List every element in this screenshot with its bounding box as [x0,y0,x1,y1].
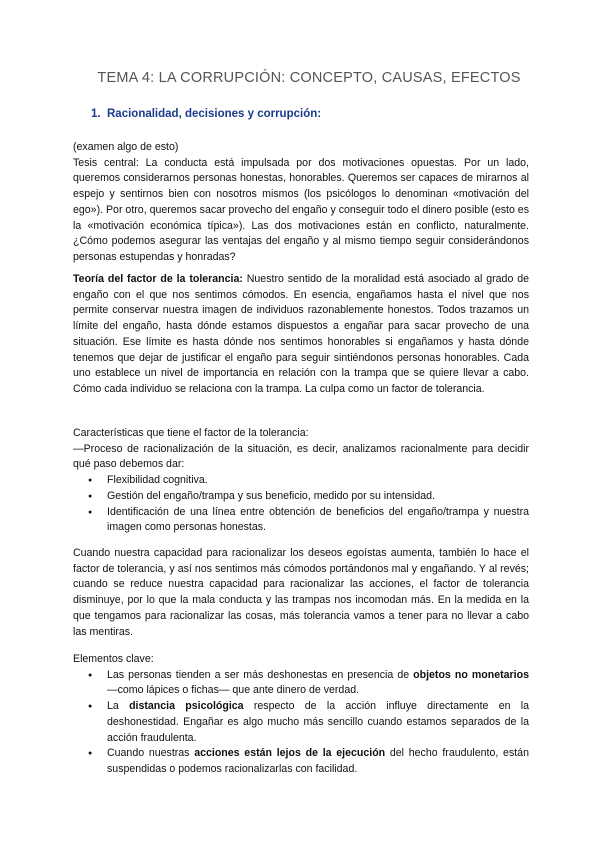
characteristics-heading: Características que tiene el factor de la tolerancia: [73,427,309,439]
item-text: Las personas tienden a ser más deshonestas en presencia de [107,668,414,681]
capacity-paragraph: Cuando nuestra capacidad para racionalizar los deseos egoístas aumenta, también lo hace el factor de tolerancia, y así nos sentimos más cómodos portándonos mal y engañando. Y al revés; cuando se reduce nuestra capacidad para racionalizar las acciones, el factor de tolerancia disminuye, por lo que la mala conducta y las trampas nos incomodan más. En la medida en la que tengamos para racionalizar las cosas, más tolerancia vamos a tener para no llevar a cabo las mentiras. [73,547,529,638]
key-elements-list [73,668,529,778]
thesis-paragraph: Tesis central: La conducta está impulsada por dos motivaciones opuestas. Por un lado, queremos considerarnos personas honestas, honorables. Queremos ser capaces de mirarnos al espejo y sentirnos bien con nosotros mismos (los psicólogos lo denominan «motivación del ego»). Por otro, queremos sacar provecho del engaño y conseguir todo el dinero posible (esto es la «motivación económica típica»). Las dos motivaciones están en conflicto, naturalmente. ¿Cómo podemos asegurar las ventajas del engaño y al mismo tiempo seguir considerándonos personas estupendas y honradas? [73,156,529,263]
list-item [73,699,529,746]
document-title: TEMA 4: LA CORRUPCIÓN: CONCEPTO, CAUSAS, EFECTOS [97,70,521,86]
item-text: —como lápices o fichas— que ante dinero de verdad. [107,684,360,697]
intro-block [73,140,529,266]
item-bold: acciones están lejos de la ejecución [194,747,386,760]
item-bold: objetos no monetarios [413,668,529,681]
list-item: ● Flexibilidad cognitiva. [73,473,529,489]
list-item: ● Identificación de una línea entre obtención de beneficios del engaño/trampa y nuestra imagen como personas honestas. [73,505,529,536]
tolerance-theory-paragraph [73,272,529,398]
characteristics-intro: —Proceso de racionalización de la situación, es decir, analizamos racionalmente para decidir qué paso debemos dar: [73,442,529,471]
tolerance-theory-text: Nuestro sentido de la moralidad está asociado al grado de engaño con el que nos sentimos cómodos. En esencia, engañamos hasta el nivel que nos permite conservar nuestra imagen de individuos razonablemente honestos. Todos trazamos un límite del engaño, hasta dónde estamos dispuestos a engañar para sacar provecho de una situación. Ese límite es hasta dónde nos sentimos honorables si engañamos y hasta dónde tenemos que dejar de justificar el engaño para seguir sintiéndonos personas honorables. Cada uno establece un nivel de importancia en relación con la trampa que se quiere llevar a cabo. Cómo cada individuo se relaciona con la trampa. La culpa como un factor de tolerancia. [73,273,529,395]
exam-note: (examen algo de esto) [73,141,179,153]
item-bold: distancia psicológica [129,700,244,713]
section-number: 1. [91,108,101,120]
item-text: La [107,700,130,713]
characteristics-list [73,473,529,536]
item-text: respecto de la acción influye directamente en la deshonestidad. Engañar es algo mucho más sencillo cuando estamos separados de la acción fraudulenta. [107,700,529,744]
item-text: Cuando nuestras [107,747,195,760]
list-item: ● Gestión del engaño/trampa y sus beneficio, medido por su intensidad. [73,489,529,505]
list-item [73,668,529,699]
list-item [73,746,529,777]
section-heading [91,108,321,120]
key-elements-block [73,652,529,778]
tolerance-theory-block [73,272,529,398]
capacity-block [73,546,529,640]
tolerance-theory-term: Teoría del factor de la tolerancia: [73,273,243,285]
characteristics-block [73,426,529,536]
section-heading-text: Racionalidad, decisiones y corrupción: [107,108,322,120]
key-elements-heading: Elementos clave: [73,653,154,665]
item-text: del hecho fraudulento, están suspendidas o podemos racionalizarlas con facilidad. [107,747,529,775]
